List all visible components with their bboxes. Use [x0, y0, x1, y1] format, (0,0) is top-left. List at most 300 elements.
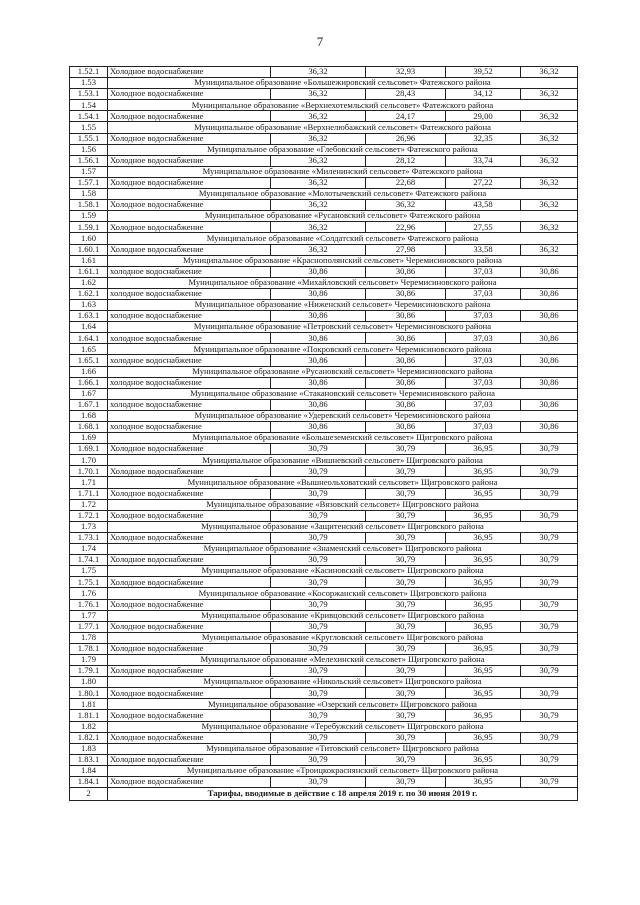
municipality-row: [70, 499, 578, 510]
row-code: 1.60.1: [70, 244, 108, 255]
row-code: 1.57: [70, 166, 108, 177]
tariff-row: [70, 311, 578, 322]
tariff-value-1: 36,32: [271, 177, 366, 188]
tariff-value-1: 30,79: [271, 754, 366, 765]
tariff-value-4: 30,79: [521, 666, 578, 677]
tariff-row: [70, 621, 578, 632]
tariff-value-3: 27,22: [446, 177, 521, 188]
row-code: 1.67: [70, 388, 108, 399]
tariff-value-3: 37,03: [446, 377, 521, 388]
tariff-value-4: 30,86: [521, 311, 578, 322]
municipality-name: Муниципальное образование «Кривцовский сельсовет» Щигровского района: [108, 610, 578, 621]
row-code: 1.66: [70, 366, 108, 377]
row-code: 1.56: [70, 144, 108, 155]
municipality-row: [70, 211, 578, 222]
row-code: 1.61: [70, 255, 108, 266]
tariff-value-1: 30,79: [271, 466, 366, 477]
tariff-value-1: 30,86: [271, 355, 366, 366]
service-name: Холодное водоснабжение: [108, 133, 271, 144]
tariff-value-4: 30,86: [521, 422, 578, 433]
tariff-value-2: 30,86: [366, 266, 446, 277]
tariff-value-3: 37,03: [446, 288, 521, 299]
tariff-value-1: 30,79: [271, 777, 366, 788]
service-name: Холодное водоснабжение: [108, 710, 271, 721]
tariff-value-3: 36,95: [446, 643, 521, 654]
municipality-row: [70, 699, 578, 710]
municipality-name: Муниципальное образование «Вышнеольховатский сельсовет» Щигровского района: [108, 477, 578, 488]
municipality-row: [70, 566, 578, 577]
service-name: холодное водоснабжение: [108, 288, 271, 299]
row-code: 1.80.1: [70, 688, 108, 699]
row-code: 1.74: [70, 544, 108, 555]
tariff-row: [70, 222, 578, 233]
tariff-value-4: 30,79: [521, 555, 578, 566]
tariff-row: [70, 710, 578, 721]
municipality-row: [70, 632, 578, 643]
service-name: холодное водоснабжение: [108, 311, 271, 322]
service-name: холодное водоснабжение: [108, 399, 271, 410]
service-name: Холодное водоснабжение: [108, 67, 271, 78]
municipality-name: Муниципальное образование «Солдатский сельсовет» Фатежского района: [108, 233, 578, 244]
tariff-value-2: 30,79: [366, 777, 446, 788]
row-code: 1.54: [70, 100, 108, 111]
municipality-name: Муниципальное образование «Верхнелюбажский сельсовет» Фатежского района: [108, 122, 578, 133]
tariff-value-3: 36,95: [446, 732, 521, 743]
tariff-row: [70, 688, 578, 699]
municipality-name: Муниципальное образование «Косоржанский сельсовет» Щигровского района: [108, 588, 578, 599]
tariff-row: [70, 599, 578, 610]
tariff-value-4: 30,79: [521, 754, 578, 765]
municipality-name: Муниципальное образование «Кругловский сельсовет» Щигровского района: [108, 632, 578, 643]
service-name: Холодное водоснабжение: [108, 510, 271, 521]
tariff-row: [70, 666, 578, 677]
tariff-value-3: 34,12: [446, 89, 521, 100]
tariff-value-4: 30,79: [521, 577, 578, 588]
row-code: 1.76: [70, 588, 108, 599]
row-code: 1.67.1: [70, 399, 108, 410]
tariff-row: [70, 510, 578, 521]
tariff-value-3: 36,95: [446, 444, 521, 455]
tariff-value-2: 26,96: [366, 133, 446, 144]
tariff-value-4: 36,32: [521, 67, 578, 78]
tariff-value-1: 30,79: [271, 510, 366, 521]
service-name: холодное водоснабжение: [108, 333, 271, 344]
tariff-value-1: 30,79: [271, 688, 366, 699]
service-name: Холодное водоснабжение: [108, 177, 271, 188]
tariff-value-3: 36,95: [446, 532, 521, 543]
row-code: 1.62: [70, 277, 108, 288]
row-code: 1.77: [70, 610, 108, 621]
service-name: Холодное водоснабжение: [108, 666, 271, 677]
municipality-row: [70, 721, 578, 732]
tariff-value-3: 36,95: [446, 688, 521, 699]
service-name: Холодное водоснабжение: [108, 777, 271, 788]
tariff-row: [70, 67, 578, 78]
row-code: 1.63: [70, 299, 108, 310]
tariff-value-3: 32,35: [446, 133, 521, 144]
tariff-value-2: 30,86: [366, 377, 446, 388]
tariff-value-4: 36,32: [521, 133, 578, 144]
tariff-row: [70, 422, 578, 433]
tariff-value-4: 36,32: [521, 155, 578, 166]
tariff-value-1: 30,79: [271, 666, 366, 677]
tariff-value-2: 30,79: [366, 732, 446, 743]
municipality-row: [70, 544, 578, 555]
tariff-value-2: 28,12: [366, 155, 446, 166]
row-code: 1.72.1: [70, 510, 108, 521]
row-code: 1.70.1: [70, 466, 108, 477]
tariff-value-3: 36,95: [446, 510, 521, 521]
service-name: холодное водоснабжение: [108, 422, 271, 433]
row-code: 1.65.1: [70, 355, 108, 366]
row-code: 1.76.1: [70, 599, 108, 610]
row-code: 1.82: [70, 721, 108, 732]
tariff-value-1: 30,79: [271, 599, 366, 610]
tariff-value-2: 30,79: [366, 444, 446, 455]
tariff-value-4: 36,32: [521, 244, 578, 255]
tariff-value-2: 30,86: [366, 288, 446, 299]
tariff-row: [70, 266, 578, 277]
tariff-value-2: 30,79: [366, 621, 446, 632]
row-code: 1.57.1: [70, 177, 108, 188]
tariff-value-2: 30,79: [366, 532, 446, 543]
tariff-value-4: 30,79: [521, 643, 578, 654]
service-name: Холодное водоснабжение: [108, 688, 271, 699]
municipality-row: [70, 344, 578, 355]
municipality-name: Муниципальное образование «Большеземенский сельсовет» Щигровского района: [108, 433, 578, 444]
municipality-row: [70, 677, 578, 688]
service-name: холодное водоснабжение: [108, 355, 271, 366]
tariff-value-2: 30,79: [366, 710, 446, 721]
page-number: 7: [316, 34, 324, 49]
municipality-row: [70, 100, 578, 111]
service-name: холодное водоснабжение: [108, 266, 271, 277]
tariff-value-2: 30,86: [366, 311, 446, 322]
tariff-value-2: 22,68: [366, 177, 446, 188]
tariff-value-2: 30,86: [366, 333, 446, 344]
tariff-value-2: 22,96: [366, 222, 446, 233]
municipality-row: [70, 765, 578, 776]
municipality-name: Муниципальное образование «Удеревский сельсовет» Черемисиновского района: [108, 410, 578, 421]
municipality-row: [70, 455, 578, 466]
row-code: 1.55: [70, 122, 108, 133]
tariff-value-1: 30,79: [271, 643, 366, 654]
row-code: 1.73.1: [70, 532, 108, 543]
tariff-value-1: 30,79: [271, 577, 366, 588]
tariff-value-3: 36,95: [446, 488, 521, 499]
tariff-value-2: 30,79: [366, 488, 446, 499]
tariff-value-3: 39,52: [446, 67, 521, 78]
row-code: 1.78: [70, 632, 108, 643]
tariff-value-3: 29,00: [446, 111, 521, 122]
tariff-value-3: 37,03: [446, 399, 521, 410]
tariff-value-4: 36,32: [521, 89, 578, 100]
tariff-value-1: 30,79: [271, 555, 366, 566]
tariff-value-3: 37,03: [446, 355, 521, 366]
row-code: 1.68: [70, 410, 108, 421]
tariff-row: [70, 532, 578, 543]
row-code: 1.52.1: [70, 67, 108, 78]
row-code: 1.60: [70, 233, 108, 244]
tariff-value-3: 36,95: [446, 777, 521, 788]
tariff-value-4: 30,86: [521, 266, 578, 277]
tariff-value-4: 30,86: [521, 333, 578, 344]
tariff-value-2: 36,32: [366, 200, 446, 211]
service-name: Холодное водоснабжение: [108, 488, 271, 499]
tariff-value-1: 36,32: [271, 222, 366, 233]
service-name: Холодное водоснабжение: [108, 89, 271, 100]
row-code: 1.77.1: [70, 621, 108, 632]
municipality-row: [70, 166, 578, 177]
tariff-value-1: 30,86: [271, 399, 366, 410]
service-name: Холодное водоснабжение: [108, 643, 271, 654]
row-code: 1.71: [70, 477, 108, 488]
tariff-value-2: 24,17: [366, 111, 446, 122]
municipality-row: [70, 144, 578, 155]
row-code: 1.79.1: [70, 666, 108, 677]
tariff-value-1: 30,86: [271, 288, 366, 299]
municipality-row: [70, 477, 578, 488]
tariff-row: [70, 244, 578, 255]
row-code: 1.83.1: [70, 754, 108, 765]
tariff-value-4: 30,86: [521, 355, 578, 366]
tariff-row: [70, 488, 578, 499]
tariff-value-1: 36,32: [271, 67, 366, 78]
tariff-value-1: 30,86: [271, 311, 366, 322]
tariff-value-2: 30,79: [366, 688, 446, 699]
tariff-value-3: 36,95: [446, 555, 521, 566]
tariff-value-2: 28,43: [366, 89, 446, 100]
row-code: 1.55.1: [70, 133, 108, 144]
tariff-value-3: 36,95: [446, 666, 521, 677]
row-code: 1.78.1: [70, 643, 108, 654]
municipality-row: [70, 189, 578, 200]
tariff-value-1: 30,79: [271, 444, 366, 455]
service-name: Холодное водоснабжение: [108, 732, 271, 743]
tariff-value-4: 30,86: [521, 399, 578, 410]
row-code: 1.56.1: [70, 155, 108, 166]
tariff-value-1: 30,79: [271, 621, 366, 632]
row-code: 1.84.1: [70, 777, 108, 788]
tariff-value-1: 36,32: [271, 89, 366, 100]
row-code: 1.74.1: [70, 555, 108, 566]
tariff-value-3: 37,03: [446, 311, 521, 322]
tariff-row: [70, 643, 578, 654]
tariff-row: [70, 555, 578, 566]
tariff-value-3: 36,95: [446, 599, 521, 610]
tariff-row: [70, 288, 578, 299]
municipality-row: [70, 122, 578, 133]
tariff-row: [70, 111, 578, 122]
tariff-row: [70, 89, 578, 100]
row-code: 1.83: [70, 743, 108, 754]
tariff-value-2: 30,86: [366, 399, 446, 410]
municipality-name: Муниципальное образование «Русановский сельсовет» Фатежского района: [108, 211, 578, 222]
tariff-row: [70, 155, 578, 166]
municipality-name: Муниципальное образование «Титовский сельсовет» Щигровского района: [108, 743, 578, 754]
row-code: 1.59.1: [70, 222, 108, 233]
municipality-name: Муниципальное образование «Вязовский сельсовет» Щигровского района: [108, 499, 578, 510]
municipality-name: Муниципальное образование «Миленинский сельсовет» Фатежского района: [108, 166, 578, 177]
municipality-name: Муниципальное образование «Краснополянский сельсовет» Черемисиновского района: [108, 255, 578, 266]
municipality-row: [70, 322, 578, 333]
municipality-name: Муниципальное образование «Русановский сельсовет» Черемисиновского района: [108, 366, 578, 377]
tariff-value-1: 36,32: [271, 133, 366, 144]
tariff-value-4: 36,32: [521, 177, 578, 188]
tariff-value-1: 30,79: [271, 488, 366, 499]
tariff-value-2: 30,79: [366, 666, 446, 677]
service-name: Холодное водоснабжение: [108, 577, 271, 588]
municipality-row: [70, 654, 578, 665]
tariff-value-3: 36,95: [446, 577, 521, 588]
row-code: 1.65: [70, 344, 108, 355]
tariff-value-4: 30,86: [521, 288, 578, 299]
row-code: 1.53.1: [70, 89, 108, 100]
tariff-value-4: 36,32: [521, 222, 578, 233]
tariff-value-1: 36,32: [271, 111, 366, 122]
row-code: 1.80: [70, 677, 108, 688]
row-code: 1.81: [70, 699, 108, 710]
municipality-name: Муниципальное образование «Вишневский сельсовет» Щигровского района: [108, 455, 578, 466]
tariff-value-3: 33,74: [446, 155, 521, 166]
tariff-value-4: 30,79: [521, 444, 578, 455]
service-name: Холодное водоснабжение: [108, 444, 271, 455]
municipality-name: Муниципальное образование «Никольский сельсовет» Щигровского района: [108, 677, 578, 688]
municipality-row: [70, 521, 578, 532]
service-name: Холодное водоснабжение: [108, 244, 271, 255]
tariff-value-4: 30,79: [521, 732, 578, 743]
municipality-name: Муниципальное образование «Молотычевский сельсовет» Фатежского района: [108, 189, 578, 200]
tariff-value-2: 30,79: [366, 510, 446, 521]
row-code: 1.84: [70, 765, 108, 776]
tariff-value-2: 30,79: [366, 577, 446, 588]
row-code: 1.59: [70, 211, 108, 222]
tariff-value-4: 30,79: [521, 777, 578, 788]
tariff-value-2: 32,93: [366, 67, 446, 78]
tariff-row: [70, 754, 578, 765]
row-code: 1.53: [70, 78, 108, 89]
section-number: 2: [70, 788, 108, 801]
row-code: 1.75.1: [70, 577, 108, 588]
service-name: Холодное водоснабжение: [108, 466, 271, 477]
tariff-value-4: 36,32: [521, 200, 578, 211]
row-code: 1.82.1: [70, 732, 108, 743]
tariff-value-1: 30,86: [271, 266, 366, 277]
tariff-row: [70, 355, 578, 366]
row-code: 1.70: [70, 455, 108, 466]
service-name: Холодное водоснабжение: [108, 155, 271, 166]
tariff-value-4: 30,79: [521, 532, 578, 543]
row-code: 1.54.1: [70, 111, 108, 122]
tariff-value-2: 30,86: [366, 422, 446, 433]
tariff-value-3: 37,03: [446, 333, 521, 344]
municipality-name: Муниципальное образование «Теребужский сельсовет» Щигровского района: [108, 721, 578, 732]
tariff-value-1: 36,32: [271, 244, 366, 255]
tariff-value-3: 36,95: [446, 710, 521, 721]
municipality-name: Муниципальное образование «Ниженский сельсовет» Черемисиновского района: [108, 299, 578, 310]
row-code: 1.71.1: [70, 488, 108, 499]
tariff-value-2: 30,79: [366, 643, 446, 654]
municipality-row: [70, 255, 578, 266]
tariff-value-3: 37,03: [446, 422, 521, 433]
tariff-value-4: 30,79: [521, 599, 578, 610]
municipality-row: [70, 610, 578, 621]
row-code: 1.69: [70, 433, 108, 444]
municipality-row: [70, 78, 578, 89]
service-name: Холодное водоснабжение: [108, 200, 271, 211]
service-name: Холодное водоснабжение: [108, 599, 271, 610]
municipality-row: [70, 743, 578, 754]
tariff-value-4: 30,79: [521, 466, 578, 477]
tariff-value-3: 37,03: [446, 266, 521, 277]
tariff-value-1: 30,79: [271, 710, 366, 721]
tariff-row: [70, 466, 578, 477]
service-name: Холодное водоснабжение: [108, 222, 271, 233]
row-code: 1.61.1: [70, 266, 108, 277]
municipality-name: Муниципальное образование «Озерский сельсовет» Щигровского района: [108, 699, 578, 710]
row-code: 1.64.1: [70, 333, 108, 344]
municipality-name: Муниципальное образование «Михайловский сельсовет» Черемисиновского района: [108, 277, 578, 288]
service-name: Холодное водоснабжение: [108, 532, 271, 543]
municipality-row: [70, 277, 578, 288]
tariff-row: [70, 577, 578, 588]
tariff-value-4: 36,32: [521, 111, 578, 122]
service-name: холодное водоснабжение: [108, 377, 271, 388]
row-code: 1.63.1: [70, 311, 108, 322]
tariff-value-3: 27,55: [446, 222, 521, 233]
tariff-value-4: 30,79: [521, 621, 578, 632]
row-code: 1.62.1: [70, 288, 108, 299]
row-code: 1.58: [70, 189, 108, 200]
tariff-value-2: 30,86: [366, 355, 446, 366]
municipality-row: [70, 299, 578, 310]
row-code: 1.72: [70, 499, 108, 510]
tariff-value-3: 36,95: [446, 466, 521, 477]
tariff-value-2: 30,79: [366, 754, 446, 765]
municipality-row: [70, 588, 578, 599]
row-code: 1.66.1: [70, 377, 108, 388]
tariff-row: [70, 444, 578, 455]
row-code: 1.64: [70, 322, 108, 333]
tariff-table-body: [70, 67, 578, 801]
tariff-row: [70, 399, 578, 410]
tariff-value-1: 30,86: [271, 377, 366, 388]
municipality-name: Муниципальное образование «Касиновский сельсовет» Щигровского района: [108, 566, 578, 577]
tariff-row: [70, 777, 578, 788]
tariff-value-4: 30,86: [521, 377, 578, 388]
tariff-row: [70, 133, 578, 144]
municipality-name: Муниципальное образование «Петровский сельсовет» Черемисиновского района: [108, 322, 578, 333]
tariff-value-1: 30,79: [271, 732, 366, 743]
tariff-row: [70, 177, 578, 188]
tariff-value-4: 30,79: [521, 710, 578, 721]
tariff-value-3: 33,58: [446, 244, 521, 255]
tariff-value-2: 30,79: [366, 466, 446, 477]
municipality-name: Муниципальное образование «Глебовский сельсовет» Фатежского района: [108, 144, 578, 155]
tariff-value-4: 30,79: [521, 488, 578, 499]
tariff-value-1: 30,79: [271, 532, 366, 543]
municipality-name: Муниципальное образование «Троицкокраснянский сельсовет» Щигровского района: [108, 765, 578, 776]
row-code: 1.81.1: [70, 710, 108, 721]
municipality-name: Муниципальное образование «Верхнехотемльский сельсовет» Фатежского района: [108, 100, 578, 111]
tariff-value-3: 36,95: [446, 754, 521, 765]
row-code: 1.69.1: [70, 444, 108, 455]
tariff-value-1: 30,86: [271, 333, 366, 344]
tariff-row: [70, 732, 578, 743]
municipality-row: [70, 433, 578, 444]
municipality-name: Муниципальное образование «Мелехинский сельсовет» Щигровского района: [108, 654, 578, 665]
municipality-name: Муниципальное образование «Стакановский сельсовет» Черемисиновского района: [108, 388, 578, 399]
